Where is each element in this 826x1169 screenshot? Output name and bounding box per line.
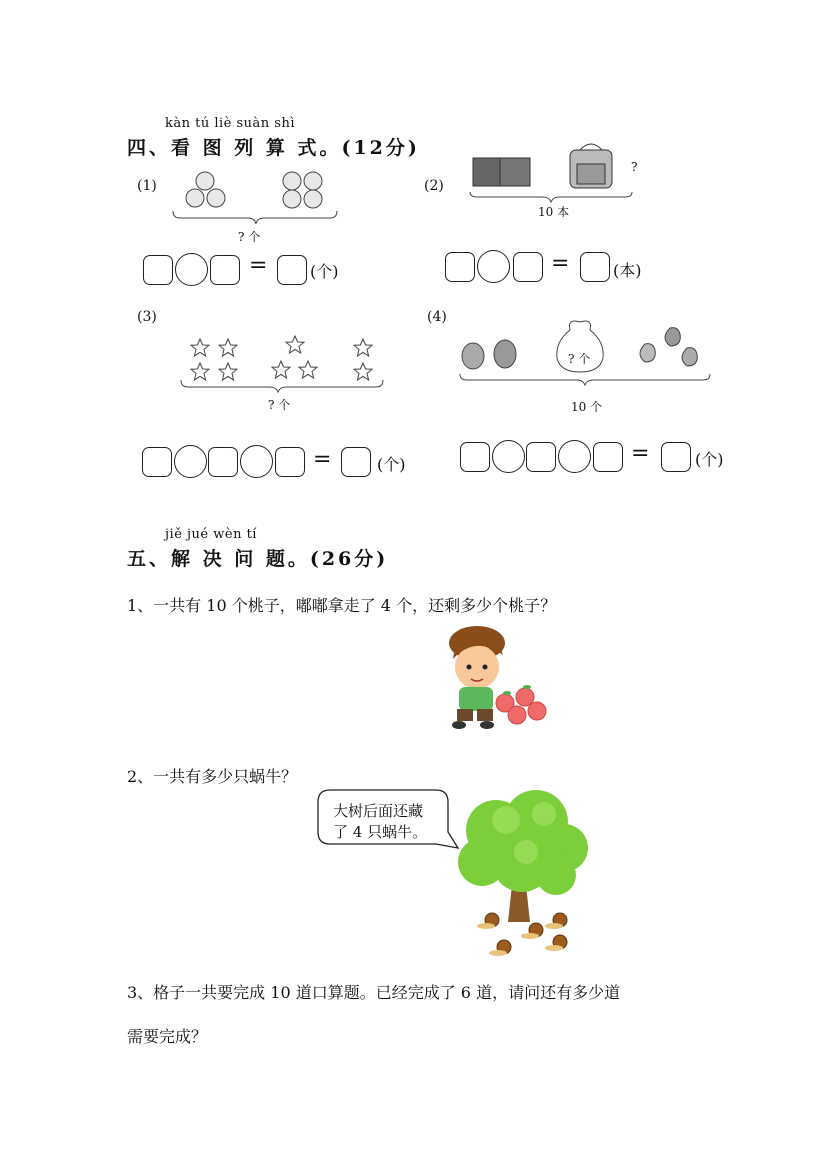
q2-result-box[interactable] <box>580 252 610 282</box>
section4-pinyin: kàn tú liè suàn shì <box>165 116 296 131</box>
q2-number: (2) <box>424 178 444 194</box>
section5-title: 五、解 决 问 题。(26分) <box>127 548 389 570</box>
section5-pinyin: jiě jué wèn tí <box>165 527 257 542</box>
problem-1-text: 1、一共有 10 个桃子，嘟嘟拿走了 4 个，还剩多少个桃子？ <box>127 596 557 615</box>
q4-operator-circle-1[interactable] <box>492 440 525 473</box>
q1-operator-circle[interactable] <box>175 253 208 286</box>
q1-bottom-label: ? 个 <box>238 230 261 244</box>
q3-unit: (个) <box>377 455 406 474</box>
q2-bottom-label: 10 本 <box>538 205 570 219</box>
section4-title: 四、看 图 列 算 式。(12分) <box>127 137 420 159</box>
tree-with-snails-illustration <box>456 790 591 960</box>
q4-bottom-label: 10 个 <box>571 400 603 414</box>
q2-question-mark: ? <box>631 160 638 174</box>
q3-answer-box-3[interactable] <box>275 447 305 477</box>
q2-unit: (本) <box>613 261 642 280</box>
bubble-line-2: 了 4 只蜗牛。 <box>333 823 428 841</box>
q1-apples-picture <box>170 166 340 226</box>
q2-answer-box-2[interactable] <box>513 252 543 282</box>
q3-answer-box-2[interactable] <box>208 447 238 477</box>
problem-3-text-line-1: 3、格子一共要完成 10 道口算题。已经完成了 6 道，请问还有多少道 <box>127 983 621 1002</box>
q2-books-and-bag-picture <box>465 140 640 210</box>
q1-unit: (个) <box>310 262 339 281</box>
q1-result-box[interactable] <box>277 255 307 285</box>
q2-answer-box-1[interactable] <box>445 252 475 282</box>
problem-3-text-line-2: 需要完成？ <box>127 1027 208 1046</box>
q4-answer-box-2[interactable] <box>526 442 556 472</box>
q3-operator-circle-2[interactable] <box>240 445 273 478</box>
q4-answer-box-3[interactable] <box>593 442 623 472</box>
q4-answer-box-1[interactable] <box>460 442 490 472</box>
q3-operator-circle-1[interactable] <box>174 445 207 478</box>
q3-result-box[interactable] <box>341 447 371 477</box>
q1-number: (1) <box>137 178 157 194</box>
q3-stars-picture <box>178 330 388 395</box>
q1-equals-sign: = <box>249 253 268 278</box>
q3-bottom-label: ? 个 <box>268 398 291 412</box>
q2-operator-circle[interactable] <box>477 250 510 283</box>
q4-operator-circle-2[interactable] <box>558 440 591 473</box>
q4-result-box[interactable] <box>661 442 691 472</box>
q1-answer-box-1[interactable] <box>143 255 173 285</box>
bubble-line-1: 大树后面还藏 <box>333 802 424 820</box>
q3-number: (3) <box>137 309 157 325</box>
q4-number: (4) <box>427 309 447 325</box>
q1-answer-box-2[interactable] <box>210 255 240 285</box>
q4-bag-text: ? 个 <box>568 352 591 366</box>
problem-2-text: 2、一共有多少只蜗牛？ <box>127 767 298 786</box>
q4-unit: (个) <box>695 450 724 469</box>
q3-equals-sign: = <box>313 447 332 472</box>
boy-with-peaches-illustration <box>445 625 550 733</box>
q3-answer-box-1[interactable] <box>142 447 172 477</box>
q4-equals-sign: = <box>631 441 650 466</box>
q2-equals-sign: = <box>551 251 570 276</box>
